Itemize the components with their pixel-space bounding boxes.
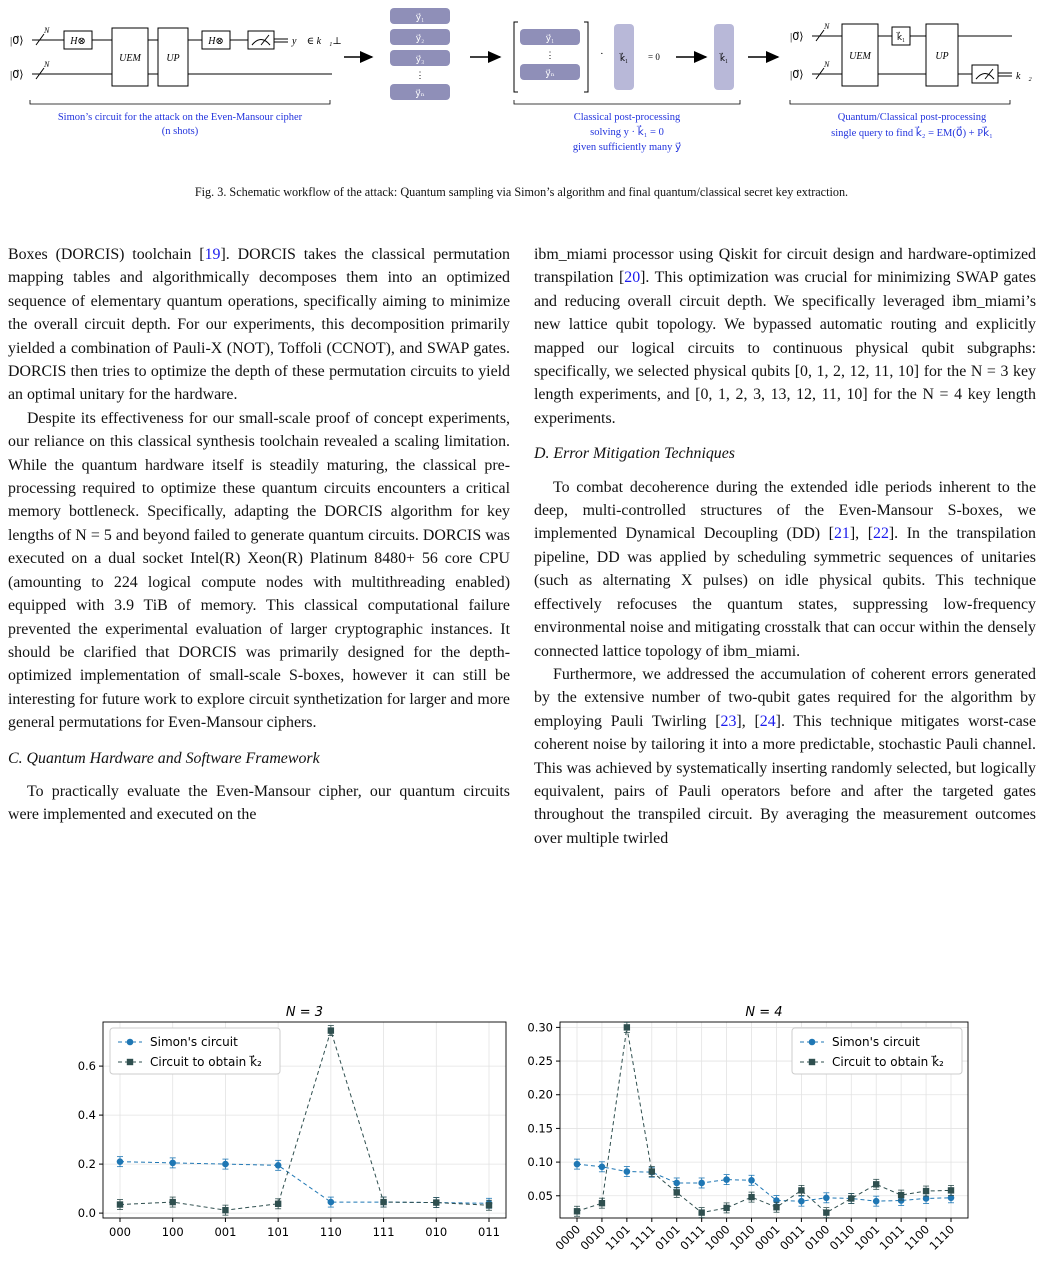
classical-label-3: given sufficiently many y⃗ (572, 142, 682, 153)
x-tick-label: 001 (214, 1225, 237, 1239)
svg-text:⋮: ⋮ (415, 70, 425, 80)
data-point (848, 1195, 854, 1201)
svg-text:y⃗ₙ: y⃗ₙ (545, 68, 555, 78)
left-paragraph-1: Boxes (DORCIS) toolchain [19]. DORCIS takes the classical permutation mapping tables and algorithmically decomposes them into an optimized sequence of elementary quantum operations, specifically aiming to minimize the overall circuit depth. For our experiments, this decomposition primarily yielded a combination of Pauli-X (NOT), Toffoli (CCNOT), and SWAP gates. DORCIS then tries to optimize the depth of these permutation circuits to yield an optimal unitary for the hardware. (8, 246, 510, 404)
legend-marker (809, 1039, 816, 1046)
data-point (649, 1168, 655, 1174)
data-point (948, 1187, 954, 1193)
legend-marker (127, 1039, 134, 1046)
x-tick-label: 100 (161, 1225, 184, 1239)
x-tick-label: 000 (109, 1225, 131, 1239)
x-tick-label: 111 (372, 1225, 395, 1239)
x-tick-label: 1100 (901, 1222, 933, 1253)
data-point (486, 1202, 492, 1208)
data-point (599, 1200, 605, 1206)
y-tick-label: 0.0 (77, 1206, 96, 1221)
right-column (534, 243, 1036, 850)
data-point (723, 1176, 730, 1183)
legend-label: Simon's circuit (832, 1035, 920, 1049)
citation-link[interactable]: 24 (759, 712, 776, 730)
data-point (624, 1168, 631, 1175)
data-point (275, 1201, 281, 1207)
svg-text:y⃗₃: y⃗₃ (415, 54, 425, 64)
citation-link[interactable]: 20 (624, 269, 641, 287)
chart-title: N = 4 (745, 1005, 783, 1020)
data-point (873, 1181, 879, 1187)
svg-text:⋮: ⋮ (545, 50, 555, 60)
data-point (798, 1198, 805, 1205)
svg-text:N: N (44, 60, 50, 69)
simon-panel-label-2: (n shots) (161, 126, 199, 137)
x-tick-label: 010 (425, 1225, 448, 1239)
svg-text:y⃗₁: y⃗₁ (415, 12, 425, 22)
y-tick-label: 0.6 (77, 1059, 96, 1074)
data-point (222, 1207, 228, 1213)
classical-label-1: Classical post-processing (573, 112, 681, 123)
y-tick-label: 0.2 (77, 1157, 96, 1172)
data-point (574, 1208, 580, 1214)
simon-panel-label-1: Simon’s circuit for the attack on the Even-Mansour cipher (57, 112, 303, 123)
svg-text:N: N (44, 26, 50, 35)
data-point (624, 1024, 630, 1030)
x-tick-label: 1010 (727, 1222, 758, 1253)
x-tick-label: 0010 (577, 1222, 609, 1253)
data-point (748, 1177, 755, 1184)
y-tick-label: 0.30 (527, 1020, 553, 1035)
svg-text:H⊗: H⊗ (208, 36, 224, 47)
x-tick-label: 011 (478, 1225, 500, 1239)
data-point (328, 1027, 334, 1033)
y-tick-label: 0.20 (527, 1087, 553, 1102)
x-tick-label: 0100 (801, 1222, 833, 1253)
y-tick-label: 0.15 (527, 1121, 553, 1136)
x-tick-label: 0111 (677, 1222, 708, 1253)
data-point (117, 1158, 124, 1165)
left-paragraph-3: To practically evaluate the Even-Mansour cipher, our quantum circuits were implemented and executed on the (8, 782, 510, 824)
x-tick-label: 1000 (702, 1222, 733, 1253)
svg-text:k⃗₁: k⃗₁ (619, 53, 629, 63)
right-paragraph-1: ibm_miami processor using Qiskit for circuit design and hardware-optimized transpilation [20]. This optimization was crucial for minimizing SWAP gates and reducing overall circuit depth. We specifically leveraged ibm_miami’s new lattice qubit topology. We bypassed automatic routing and explicitly mapped our logical circuits to continuous physical qubit subgraphs: specifically, we selected physical qubits [0, 1, 2, 12, 11, 10] for the N = 3 key length experiments, and [0, 1, 2, 3, 13, 12, 11, 10] for the N = 4 key length experiments. (534, 246, 1037, 427)
y-tick-label: 0.25 (527, 1054, 553, 1069)
y-tick-label: 0.05 (527, 1188, 553, 1203)
x-tick-label: 0000 (552, 1222, 584, 1253)
svg-text:UEM: UEM (119, 53, 141, 64)
data-point (823, 1209, 829, 1215)
svg-text:UEM: UEM (849, 51, 871, 62)
ket-bottom: |0⃗⟩ (10, 69, 24, 81)
classical-label-2: solving y · k⃗₁ = 0 (590, 127, 664, 138)
data-point (275, 1162, 282, 1169)
svg-text:y⃗₂: y⃗₂ (415, 33, 425, 43)
section-heading-d: D. Error Mitigation Techniques (534, 445, 735, 463)
legend-marker (809, 1059, 815, 1065)
svg-text:= 0: = 0 (648, 52, 660, 62)
svg-text:H⊗: H⊗ (70, 36, 86, 47)
data-point (723, 1205, 729, 1211)
svg-text:N: N (824, 22, 830, 31)
svg-text:y⃗ ∈ k⃗₁⊥: y⃗ ∈ k⃗₁⊥ (292, 36, 342, 47)
data-point (673, 1180, 680, 1187)
data-point (380, 1199, 386, 1205)
section-heading-c: C. Quantum Hardware and Software Framework (8, 749, 320, 767)
citation-link[interactable]: 19 (204, 246, 221, 263)
x-tick-label: 101 (267, 1225, 290, 1239)
data-point (599, 1164, 606, 1171)
data-point (117, 1201, 123, 1207)
x-tick-label: 1110 (926, 1222, 958, 1253)
figure-3-schematic (0, 0, 1043, 170)
data-point (873, 1198, 880, 1205)
svg-text:y⃗ₙ: y⃗ₙ (415, 88, 425, 98)
svg-text:·: · (600, 48, 604, 60)
legend-label: Circuit to obtain k⃗₂ (832, 1055, 944, 1069)
figure-3-caption: Fig. 3. Schematic workflow of the attack: Quantum sampling via Simon’s algorithm and final quantum/classical secret key extraction. (194, 185, 849, 199)
svg-text:|0⃗⟩: |0⃗⟩ (790, 31, 804, 43)
quantum-label-1: Quantum/Classical post-processing (837, 112, 987, 123)
data-point (433, 1199, 439, 1205)
x-tick-label: 1001 (851, 1222, 883, 1253)
data-point (574, 1161, 581, 1168)
data-point (222, 1161, 229, 1168)
x-tick-label: 0001 (751, 1222, 783, 1253)
data-point (748, 1194, 754, 1200)
y-tick-label: 0.4 (77, 1108, 96, 1123)
data-point (169, 1160, 176, 1167)
x-tick-label: 0011 (776, 1222, 808, 1253)
data-point (898, 1192, 904, 1198)
citation-link[interactable]: 21 (833, 525, 850, 543)
data-point (823, 1194, 830, 1201)
x-tick-label: 110 (319, 1225, 342, 1239)
svg-text:N: N (824, 60, 830, 69)
svg-text:UP: UP (935, 51, 949, 62)
data-point (698, 1180, 705, 1187)
legend-label: Simon's circuit (150, 1035, 238, 1049)
legend-label: Circuit to obtain k⃗₂ (150, 1055, 262, 1069)
data-point (773, 1204, 779, 1210)
right-paragraph-3: Furthermore, we addressed the accumulation of coherent errors generated by the extensive number of two-qubit gates required for the algorithm by employing Pauli Twirling [23], [24]. This technique mitigates worst-case coherent noise by tailoring it into a more predictable, stochastic Pauli channel. This was achieved by systematically inserting randomly selected, but logically equivalent, pairs of Pauli operators before and after the targeted gates throughout the transpiled circuit. By averaging the measurement outcomes over multiple twirled (534, 665, 1037, 847)
data-point (170, 1199, 176, 1205)
svg-text:k⃗₁: k⃗₁ (719, 53, 729, 63)
data-point (923, 1188, 929, 1194)
data-point (674, 1189, 680, 1195)
data-point (328, 1199, 335, 1206)
chart-n3 (78, 1005, 506, 1239)
svg-text:y⃗₁: y⃗₁ (545, 33, 555, 43)
left-paragraph-2: Despite its effectiveness for our small-scale proof of concept experiments, our reliance on this classical synthesis toolchain revealed a scaling limitation. While the quantum hardware itself is steadily maturing, the classical pre-processing required to optimize these quantum circuits encounters a critical memory bottleneck. Specifically, adapting the DORCIS algorithm for key lengths of N = 5 and beyond failed to generate quantum circuits. DORCIS was executed on a dual socket Intel(R) Xeon(R) Platinum 8480+ 56 core CPU (amounting to 224 logical compute nodes with multithreading enabled) equipped with 3.9 TiB of memory. This classical computational failure prevented the experimental evaluation of larger cryptographic instances. It should be clarified that DORCIS was primarily designed for the depth-optimized implementation of small-scale S-boxes, however it can still be interesting for future work to explore circuit synthetization for larger and more general permutations for Even-Mansour ciphers. (8, 409, 510, 732)
simon-circuit-panel (10, 26, 342, 137)
svg-text:UP: UP (166, 53, 180, 64)
svg-text:k⃗₁: k⃗₁ (896, 32, 906, 42)
x-tick-label: 1011 (876, 1222, 908, 1253)
results-charts (0, 1000, 1043, 1263)
quantum-label-2: single query to find k⃗₂ = EM(0⃗) + Pk⃗₁ (831, 128, 993, 139)
citation-link[interactable]: 22 (873, 525, 889, 543)
x-tick-label: 1111 (627, 1222, 658, 1253)
legend-marker (127, 1059, 133, 1065)
svg-text:|0⃗⟩: |0⃗⟩ (790, 69, 804, 81)
classical-postprocessing-panel (514, 22, 740, 153)
chart-n4 (527, 1005, 968, 1253)
left-column (8, 243, 510, 827)
sample-vectors-panel (390, 8, 450, 100)
right-paragraph-2: To combat decoherence during the extended idle periods inherent to the deep, multi-controlled structures of the Even-Mansour S-boxes, we implemented Dynamical Decoupling (DD) [21], [22]. In the transpilation pipeline, DD was applied by scheduling symmetric sequences of unitaries (such as alternating X pulses) on idle physical qubits. This technique effectively refocuses the quantum states, suppressing low-frequency environmental noise and mitigating crosstalk that can occur within the densely connected lattice topology of ibm_miami. (534, 478, 1036, 660)
key-extraction-panel (790, 22, 1032, 139)
y-tick-label: 0.10 (527, 1155, 553, 1170)
x-tick-label: 0110 (826, 1222, 858, 1253)
data-point (798, 1187, 804, 1193)
x-tick-label: 0101 (652, 1222, 683, 1253)
citation-link[interactable]: 23 (720, 712, 737, 730)
svg-text:k⃗₂: k⃗₂ (1016, 71, 1032, 82)
ket-top: |0⃗⟩ (10, 35, 24, 47)
data-point (698, 1209, 704, 1215)
chart-title: N = 3 (285, 1005, 324, 1020)
x-tick-label: 1101 (602, 1222, 633, 1253)
